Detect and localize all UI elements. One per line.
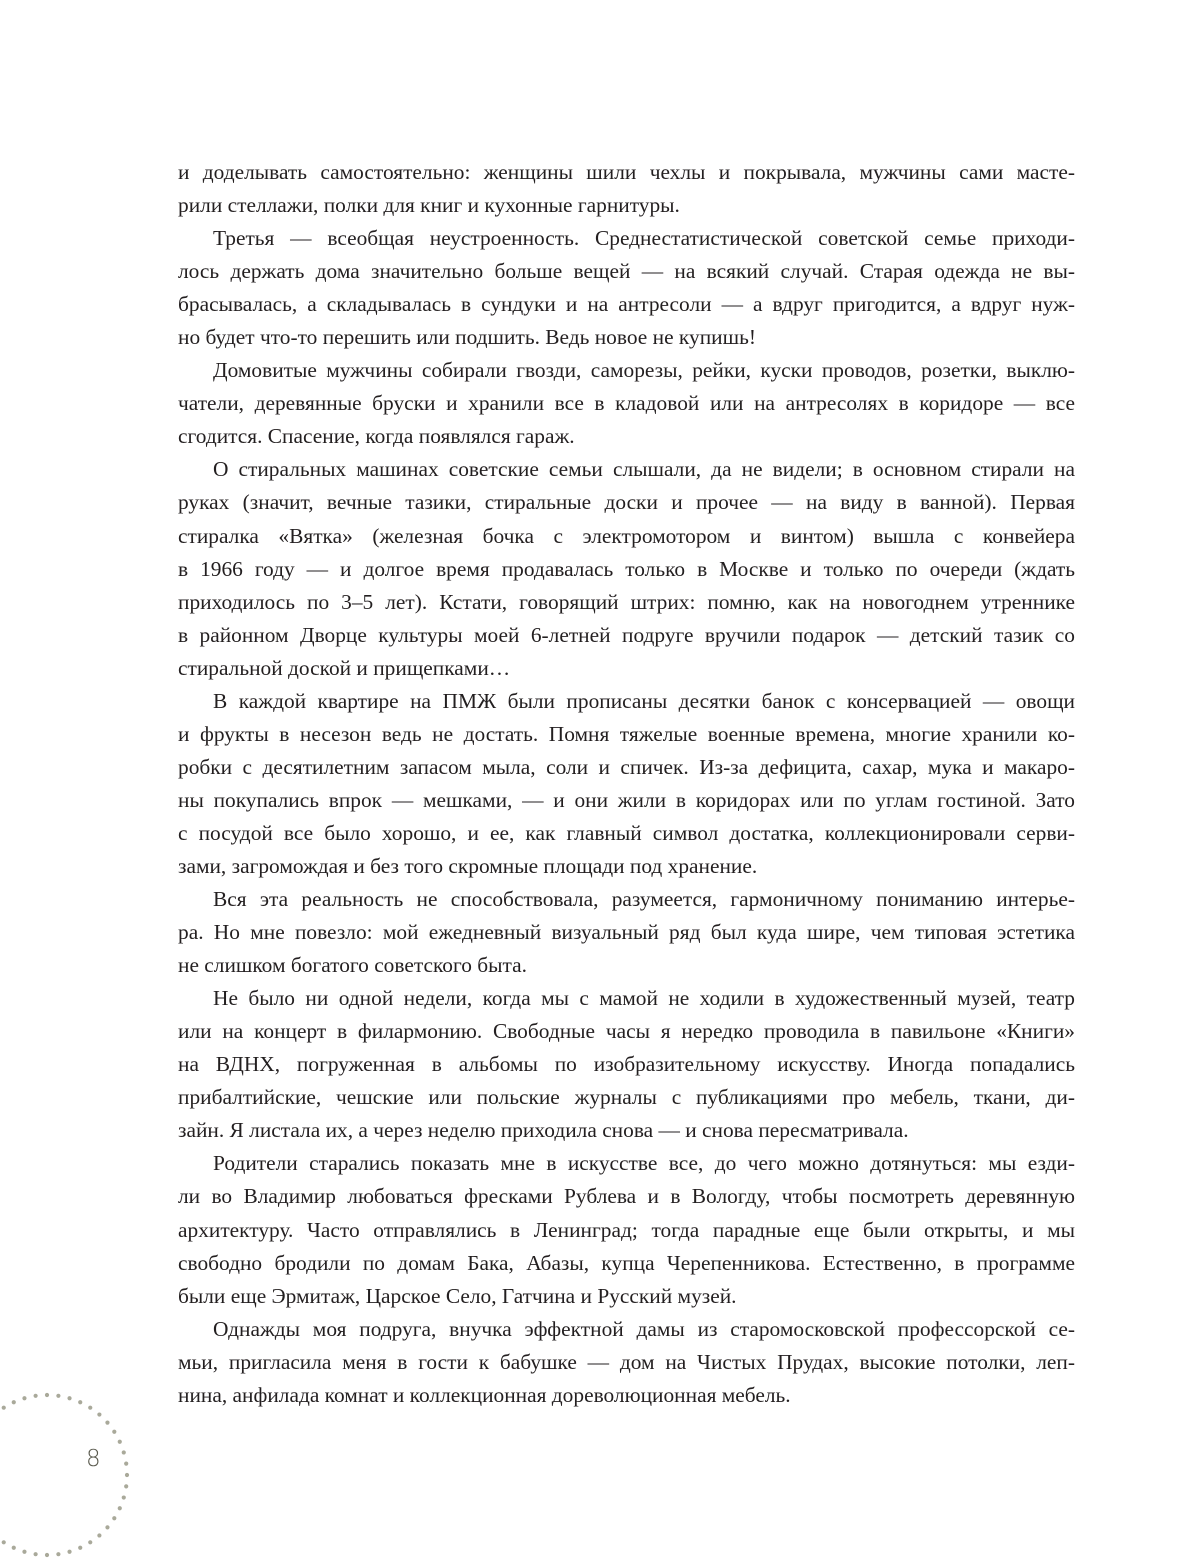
text-line: лось держать дома значительно больше вещей — на всякий случай. Старая одежда не вы- — [178, 259, 1075, 284]
text-line: брасывалась, а складывалась в сундуки и на антресоли — а вдруг пригодится, а вдруг нуж- — [178, 292, 1075, 317]
text-line: в районном Дворце культуры моей 6-летней подруге вручили подарок — детский тазик со — [178, 622, 1075, 647]
text-line: но будет что-то перешить или подшить. Ведь новое не купишь! — [178, 325, 756, 350]
paragraph — [178, 156, 1075, 222]
text-line: О стиральных машинах советские семьи слышали, да не видели; в основном стирали на — [213, 457, 1075, 482]
paragraph — [178, 453, 1075, 684]
text-line: архитектуру. Часто отправлялись в Ленинград; тогда парадные еще были открыты, и мы — [178, 1217, 1075, 1242]
paragraph — [178, 354, 1075, 453]
text-line: свободно бродили по домам Бака, Абазы, купца Черепенникова. Естественно, в программе — [178, 1250, 1075, 1275]
paragraph — [178, 1147, 1075, 1312]
text-line: Домовитые мужчины собирали гвозди, саморезы, рейки, куски проводов, розетки, выклю- — [213, 358, 1075, 383]
text-line: В каждой квартире на ПМЖ были прописаны десятки банок с консервацией — овощи — [213, 688, 1075, 713]
text-line: нина, анфилада комнат и коллекционная дореволюционная мебель. — [178, 1382, 791, 1407]
text-line: Однажды моя подруга, внучка эффектной дамы из старомосковской профессорской се- — [213, 1316, 1075, 1341]
paragraph — [178, 1313, 1075, 1412]
text-line: Родители старались показать мне в искусстве все, до чего можно дотянуться: мы езди- — [213, 1151, 1075, 1176]
text-line: Третья — всеобщая неустроенность. Среднестатистической советской семье приходи- — [213, 226, 1075, 251]
text-line: сгодится. Спасение, когда появлялся гараж. — [178, 424, 575, 449]
text-line: были еще Эрмитаж, Царское Село, Гатчина и Русский музей. — [178, 1283, 737, 1308]
text-line: ны покупались впрок — мешками, — и они жили в коридорах или по углам гостиной. Зато — [178, 787, 1075, 812]
paragraph — [178, 982, 1075, 1147]
paragraph — [178, 222, 1075, 354]
text-line: в 1966 году — и долгое время продавалась только в Москве и только по очереди (ждать — [178, 556, 1075, 581]
page-number: 8 — [86, 1446, 101, 1472]
text-line: рили стеллажи, полки для книг и кухонные гарнитуры. — [178, 193, 680, 218]
text-line: и доделывать самостоятельно: женщины шили чехлы и покрывала, мужчины сами масте- — [178, 160, 1075, 184]
paragraph — [178, 685, 1075, 883]
text-line: чатели, деревянные бруски и хранили все в кладовой или на антресолях в коридоре — все — [178, 391, 1075, 416]
text-line: на ВДНХ, погруженная в альбомы по изобразительному искусству. Иногда попадались — [178, 1052, 1075, 1077]
text-line: или на концерт в филармонию. Свободные часы я нередко проводила в павильоне «Книги» — [178, 1019, 1075, 1044]
body-text — [178, 156, 1075, 1412]
text-line: и фрукты в несезон ведь не достать. Помня тяжелые военные времена, многие хранили ко- — [178, 721, 1075, 746]
text-line: стиральной доской и прищепками… — [178, 655, 511, 680]
text-line: ра. Но мне повезло: мой ежедневный визуальный ряд был куда шире, чем типовая эстетика — [178, 920, 1075, 945]
text-line: приходилось по 3–5 лет). Кстати, говорящий штрих: помню, как на новогоднем утреннике — [178, 589, 1075, 614]
text-line: руках (значит, вечные тазики, стиральные доски и прочее — на виду в ванной). Первая — [178, 490, 1075, 515]
text-line: робки с десятилетним запасом мыла, соли и спичек. Из-за дефицита, сахар, мука и макаро- — [178, 754, 1075, 779]
text-line: мьи, пригласила меня в гости к бабушке — дом на Чистых Прудах, высокие потолки, леп- — [178, 1349, 1075, 1374]
text-line: с посудой все было хорошо, и ее, как главный символ достатка, коллекционировали серви- — [178, 820, 1075, 845]
text-line: зами, загромождая и без того скромные площади под хранение. — [178, 853, 758, 878]
paragraph — [178, 883, 1075, 982]
text-line: зайн. Я листала их, а через неделю приходила снова — и снова пересматривала. — [178, 1118, 909, 1143]
text-line: Вся эта реальность не способствовала, разумеется, гармоничному пониманию интерье- — [213, 887, 1075, 912]
dotted-circle-ornament — [0, 1390, 132, 1560]
text-line: Не было ни одной недели, когда мы с мамой не ходили в художественный музей, театр — [213, 986, 1075, 1011]
text-line: не слишком богатого советского быта. — [178, 953, 527, 978]
text-line: ли во Владимир любоваться фресками Рублева и в Вологду, чтобы посмотреть деревянную — [178, 1184, 1075, 1209]
text-line: стиралка «Вятка» (железная бочка с электромотором и винтом) вышла с конвейера — [178, 523, 1075, 548]
text-line: прибалтийские, чешские или польские журналы с публикациями про мебель, ткани, ди- — [178, 1085, 1075, 1110]
